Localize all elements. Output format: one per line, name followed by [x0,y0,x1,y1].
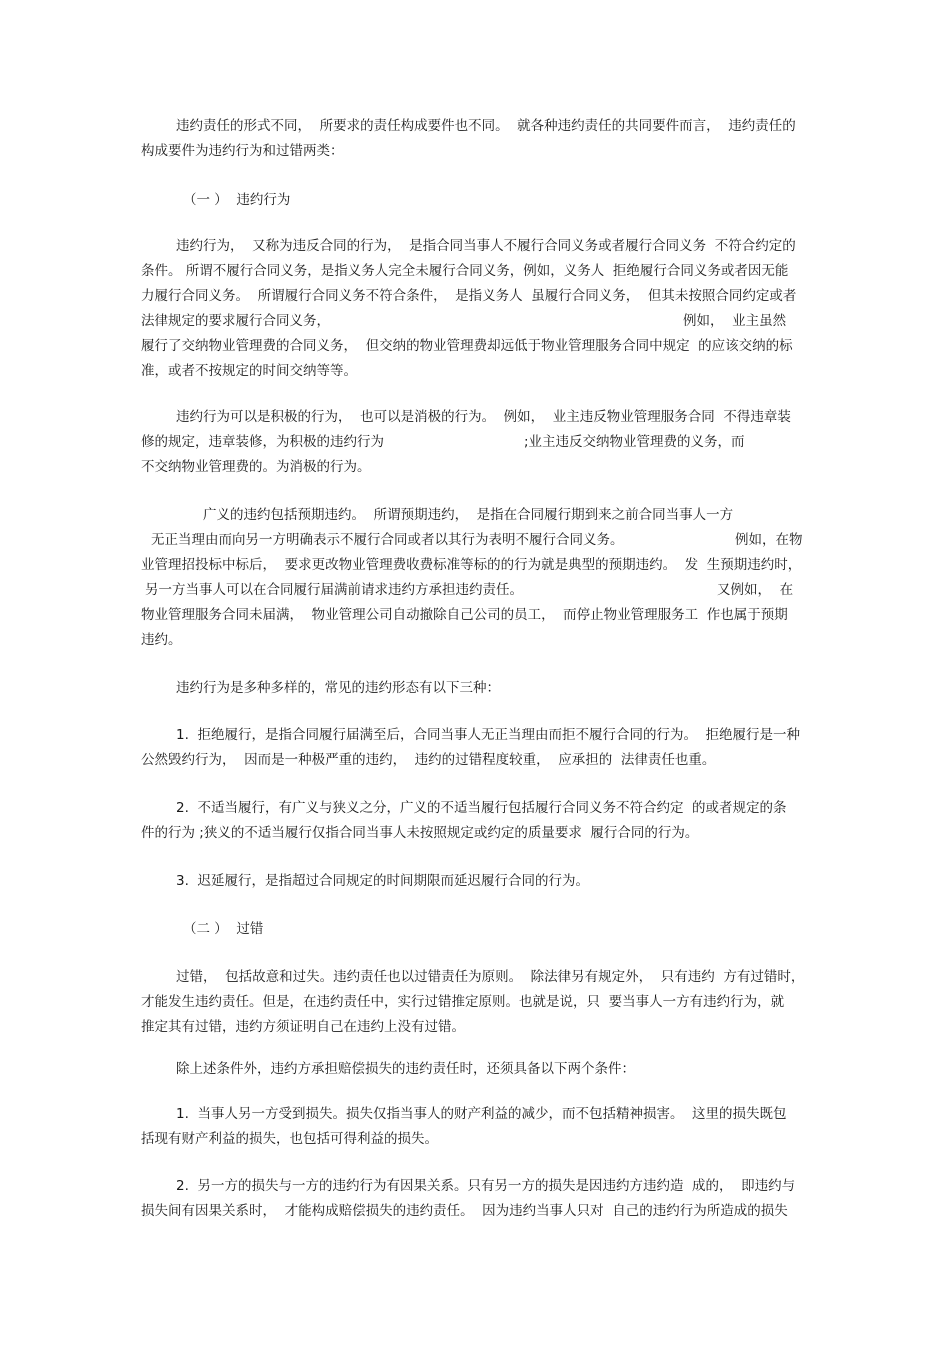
paragraph-3-line-2a: 修的规定，违章装修，为积极的违约行为 [141,434,384,450]
list-item-1-line-2: 公然毁约行为， 因而是一种极严重的违约， 违约的过错程度较重， 应承担的 法律责任也重。 [141,752,716,768]
paragraph-2-line-1: 违约行为， 又称为违反合同的行为， 是指合同当事人不履行合同义务或者履行合同义务 不符合约定的 [176,238,796,254]
paragraph-4-line-6: 违约。 [141,632,182,648]
list-item-3: 3. 迟延履行，是指超过合同规定的时间期限而延迟履行合同的行为。 [176,873,589,889]
paragraph-3-line-1: 违约行为可以是积极的行为， 也可以是消极的行为。 例如， 业主违反物业管理服务合同 不得违章装 [176,409,791,425]
paragraph-2-line-4a: 法律规定的要求履行合同义务， [141,313,330,329]
paragraph-4-line-2b: 例如，在物 [735,532,803,548]
paragraph-6-line-3: 推定其有过错，违约方须证明自己在违约上没有过错。 [141,1019,465,1035]
paragraph-5: 违约行为是多种多样的，常见的违约形态有以下三种： [176,680,500,696]
paragraph-4-line-4a: 另一方当事人可以在合同履行届满前请求违约方承担违约责任。 [145,582,523,598]
paragraph-4-line-2a: 无正当理由而向另一方明确表示不履行合同或者以其行为表明不履行合同义务。 [151,532,624,548]
condition-1-line-1: 1. 当事人另一方受到损失。损失仅指当事人的财产利益的减少，而不包括精神损害。 这里的损失既包 [176,1106,787,1122]
condition-2-line-2: 损失间有因果关系时， 才能构成赔偿损失的违约责任。 因为违约当事人只对 自己的违约行为所造成的损失 [141,1203,788,1219]
list-item-1-line-1: 1. 拒绝履行，是指合同履行届满至后，合同当事人无正当理由而拒不履行合同的行为。 拒绝履行是一种 [176,727,801,743]
paragraph-2-line-4b: 例如， 业主虽然 [683,313,787,329]
paragraph-1-line-2: 构成要件为违约行为和过错两类： [141,143,344,159]
list-item-2-line-2: 件的行为 ;狭义的不适当履行仅指合同当事人未按照规定或约定的质量要求 履行合同的行为。 [141,825,699,841]
paragraph-2-line-5: 履行了交纳物业管理费的合同义务， 但交纳的物业管理费却远低于物业管理服务合同中规定 的应该交纳的标 [141,338,793,354]
paragraph-2-line-3: 力履行合同义务。 所谓履行合同义务不符合条件， 是指义务人 虽履行合同义务， 但其未按照合同约定或者 [141,288,797,304]
paragraph-6-line-2: 才能发生违约责任。但是，在违约责任中，实行过错推定原则。也就是说，只 要当事人一方有违约行为，就 [141,994,785,1010]
list-item-2-line-1: 2. 不适当履行，有广义与狭义之分，广义的不适当履行包括履行合同义务不符合约定 的或者规定的条 [176,800,787,816]
condition-1-line-2: 括现有财产利益的损失，也包括可得利益的损失。 [141,1131,438,1147]
paragraph-3-line-2b: ;业主违反交纳物业管理费的义务，而 [524,434,745,450]
paragraph-1-line-1: 违约责任的形式不同， 所要求的责任构成要件也不同。 就各种违约责任的共同要件而言， 违约责任的 [176,118,796,134]
section-heading-1: （一 ） 违约行为 [183,192,291,208]
paragraph-4-line-4b: 又例如， 在 [717,582,794,598]
paragraph-6-line-1: 过错， 包括故意和过失。违约责任也以过错责任为原则。 除法律另有规定外， 只有违约 方有过错时， [176,969,805,985]
paragraph-4-line-5: 物业管理服务合同未届满， 物业管理公司自动撤除自己公司的员工， 而停止物业管理服务工 作也属于预期 [141,607,788,623]
paragraph-2-line-6: 准，或者不按规定的时间交纳等等。 [141,363,357,379]
paragraph-4-line-1: 广义的违约包括预期违约。 所谓预期违约， 是指在合同履行期到来之前合同当事人一方 [203,507,734,523]
condition-2-line-1: 2. 另一方的损失与一方的违约行为有因果关系。只有另一方的损失是因违约方违约造 成的， 即违约与 [176,1178,796,1194]
paragraph-4-line-3: 业管理招投标中标后， 要求更改物业管理费收费标准等标的的行为就是典型的预期违约。 发 生预期违约时， [141,557,802,573]
paragraph-7: 除上述条件外，违约方承担赔偿损失的违约责任时，还须具备以下两个条件： [176,1061,635,1077]
paragraph-3-line-3: 不交纳物业管理费的。为消极的行为。 [141,459,371,475]
section-heading-2: （二 ） 过错 [183,921,264,937]
paragraph-2-line-2: 条件。 所谓不履行合同义务，是指义务人完全未履行合同义务，例如，义务人 拒绝履行合同义务或者因无能 [141,263,789,279]
